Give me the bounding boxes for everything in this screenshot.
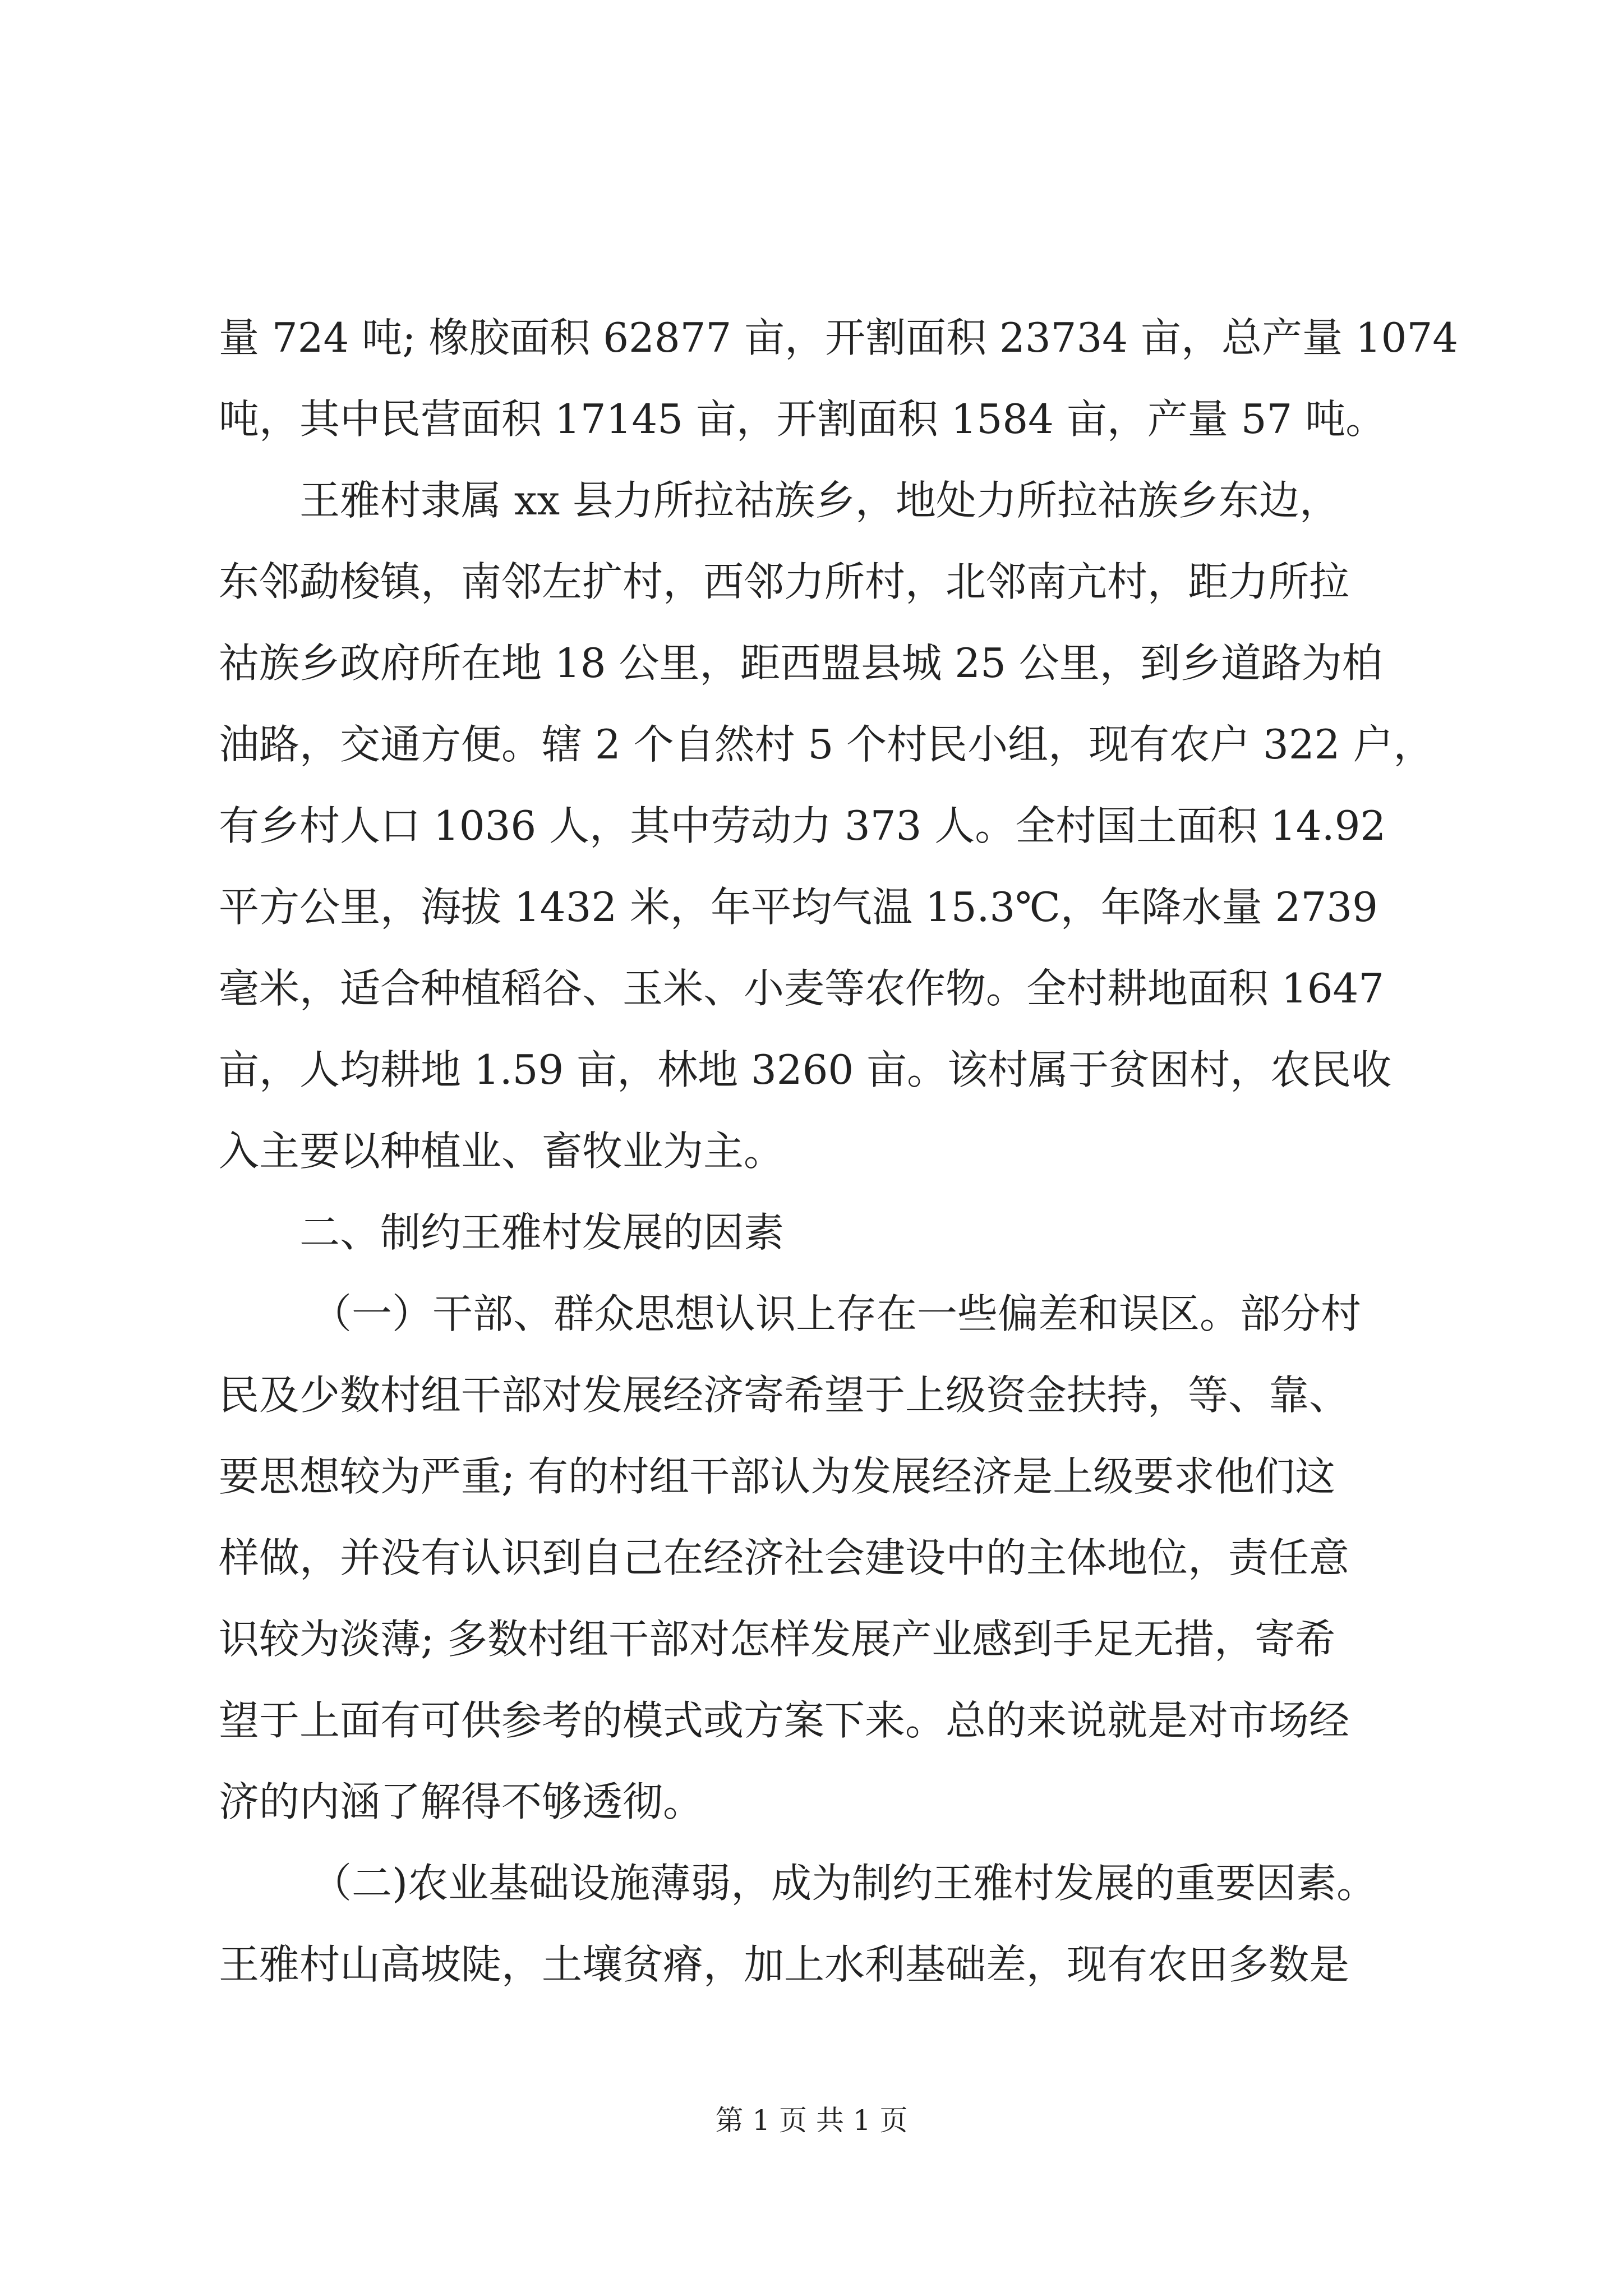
text-line: 有乡村人口 1036 人，其中劳动力 373 人。全村国土面积 14.92 (219, 802, 1386, 849)
text-line: 毫米，适合种植稻谷、玉米、小麦等农作物。全村耕地面积 1647 (219, 965, 1385, 1012)
text-line: （二)农业基础设施薄弱，成为制约王雅村发展的重要因素。 (311, 1860, 1377, 1907)
text-line: 入主要以种植业、畜牧业为主。 (219, 1128, 785, 1175)
page-footer: 第 1 页 共 1 页 (715, 2104, 908, 2137)
text-line: 要思想较为严重; 有的村组干部认为发展经济是上级要求他们这 (219, 1453, 1336, 1500)
text-line: 望于上面有可供参考的模式或方案下来。总的来说就是对市场经 (219, 1697, 1350, 1744)
text-line: 东邻勐梭镇，南邻左扩村，西邻力所村，北邻南亢村，距力所拉 (219, 558, 1350, 605)
text-line: 识较为淡薄; 多数村组干部对怎样发展产业感到手足无措，寄希 (219, 1616, 1336, 1663)
text-line: 济的内涵了解得不够透彻。 (219, 1778, 704, 1825)
text-line: 量 724 吨; 橡胶面积 62877 亩，开割面积 23734 亩，总产量 1074 (219, 314, 1459, 361)
text-line: 平方公里，海拔 1432 米，年平均气温 15.3℃，年降水量 2739 (219, 884, 1378, 931)
text-line: 祜族乡政府所在地 18 公里，距西盟县城 25 公里，到乡道路为柏 (219, 639, 1382, 687)
section-heading: 二、制约王雅村发展的因素 (299, 1209, 785, 1256)
text-line: 王雅村隶属 xx 县力所拉祜族乡，地处力所拉祜族乡东边， (299, 477, 1340, 524)
text-line: （一）干部、群众思想认识上存在一些偏差和误区。部分村 (311, 1290, 1362, 1337)
text-line: 王雅村山高坡陡，土壤贫瘠，加上水利基础差，现有农田多数是 (219, 1941, 1350, 1988)
text-line: 油路，交通方便。辖 2 个自然村 5 个村民小组，现有农户 322 户， (219, 721, 1434, 768)
text-line: 吨，其中民营面积 17145 亩，开割面积 1584 亩，产量 57 吨。 (219, 395, 1386, 443)
text-line: 样做，并没有认识到自己在经济社会建设中的主体地位，责任意 (219, 1534, 1350, 1581)
document-body (219, 297, 1459, 2005)
text-line: 民及少数村组干部对发展经济寄希望于上级资金扶持，等、靠、 (219, 1372, 1350, 1419)
text-line: 亩，人均耕地 1.59 亩，林地 3260 亩。该村属于贫困村，农民收 (219, 1046, 1392, 1093)
